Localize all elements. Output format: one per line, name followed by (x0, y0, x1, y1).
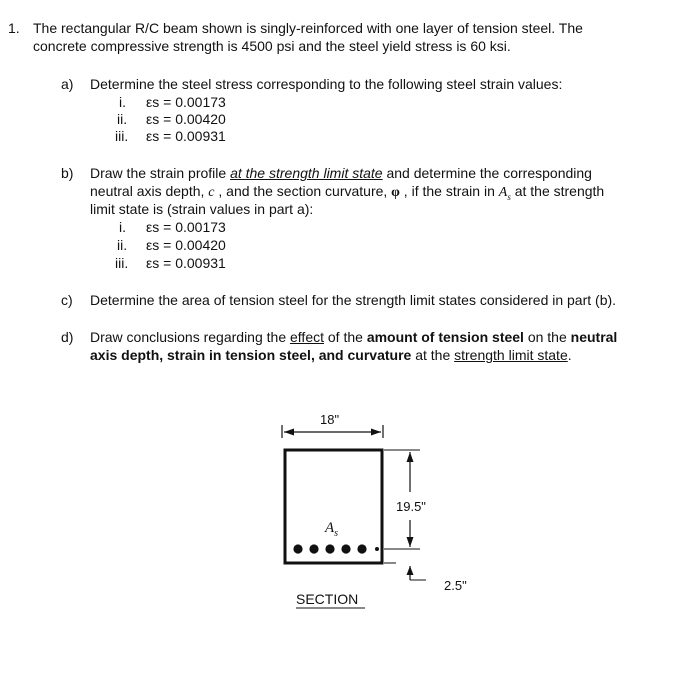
part-d-label: d) (61, 329, 74, 345)
part-d-line1-a: Draw conclusions regarding the (90, 329, 290, 345)
part-c-text: Determine the area of tension steel for the strength limit states considered in part (b). (90, 292, 617, 308)
cover-label: 2.5" (444, 578, 467, 593)
section-caption: SECTION (296, 591, 359, 607)
part-a-item-expr: εs = 0.00173 (146, 94, 226, 110)
part-b-line3: limit state is (strain values in part a): (90, 201, 314, 217)
part-a-item-expr: εs = 0.00420 (146, 111, 226, 127)
part-b-line1-post: and determine the corresponding (382, 165, 592, 181)
problem-number: 1. (8, 20, 20, 36)
rebar-dot (375, 547, 379, 551)
steel-area-label-sub: s (334, 528, 339, 539)
depth-label: 19.5" (396, 499, 426, 514)
rebar-dot (357, 544, 366, 553)
part-b-item-expr: εs = 0.00173 (146, 219, 226, 235)
part-a-item-expr: εs = 0.00931 (146, 128, 226, 144)
part-a-item-roman: iii. (115, 128, 129, 144)
steel-area-label (325, 519, 338, 543)
part-b-item-expr: εs = 0.00420 (146, 237, 226, 253)
part-b-label: b) (61, 165, 74, 181)
part-b-line2-a: neutral axis depth, (90, 183, 209, 199)
depth-dim-top-arrow (407, 452, 414, 462)
neutral-word: neutral (570, 329, 618, 345)
axis-depth-phrase: axis depth, strain in tension steel, and curvature (90, 347, 412, 363)
rebar-dot (325, 544, 334, 553)
part-d-line2-end: . (567, 347, 572, 363)
part-b-item-roman: ii. (117, 237, 128, 253)
width-label: 18" (320, 412, 340, 427)
part-d-line2-a: at the (411, 347, 455, 363)
effect-word: effect (290, 329, 324, 345)
part-b-line2-b: , and the section curvature, (214, 183, 392, 199)
part-a-label: a) (61, 76, 74, 92)
depth-dim-bottom-arrow (407, 537, 414, 547)
part-b-line1-pre: Draw the strain profile (90, 165, 231, 181)
cover-dim-arrow (407, 566, 414, 575)
part-b-line2-d: , if the strain in (399, 183, 499, 199)
part-d-line1-c: on the (523, 329, 571, 345)
steel-area-subscript: s (507, 191, 511, 202)
part-b-line2-e: at the strength (510, 183, 605, 199)
part-a-text: Determine the steel stress corresponding to the following steel strain values: (90, 76, 563, 92)
part-a-item-roman: i. (119, 94, 126, 110)
part-a-item-roman: ii. (117, 111, 128, 127)
width-dim-left-arrow (284, 429, 294, 436)
strength-limit-state-link: at the strength limit state (230, 165, 383, 181)
part-b-item-roman: iii. (115, 255, 129, 271)
neutral-axis-symbol: c (208, 185, 215, 200)
problem-intro-line2: concrete compressive strength is 4500 psi and the steel yield stress is 60 ksi. (33, 38, 511, 54)
width-dim-right-arrow (371, 429, 381, 436)
steel-area-symbol: A (498, 185, 508, 200)
part-b-item-expr: εs = 0.00931 (146, 255, 226, 271)
amount-of-tension-steel: amount of tension steel (366, 329, 524, 345)
strength-limit-state-underlined: strength limit state (454, 347, 568, 363)
problem-intro-line1: The rectangular R/C beam shown is singly-reinforced with one layer of tension steel. The (33, 20, 583, 36)
rebar-dot (293, 544, 302, 553)
rebar-dot (309, 544, 318, 553)
part-d-line1-b: of the (324, 329, 367, 345)
steel-area-label-letter: A (325, 520, 335, 536)
part-c-label: c) (61, 292, 73, 308)
rebar-dot (341, 544, 350, 553)
part-b-item-roman: i. (119, 219, 126, 235)
curvature-symbol: φ (391, 185, 400, 200)
